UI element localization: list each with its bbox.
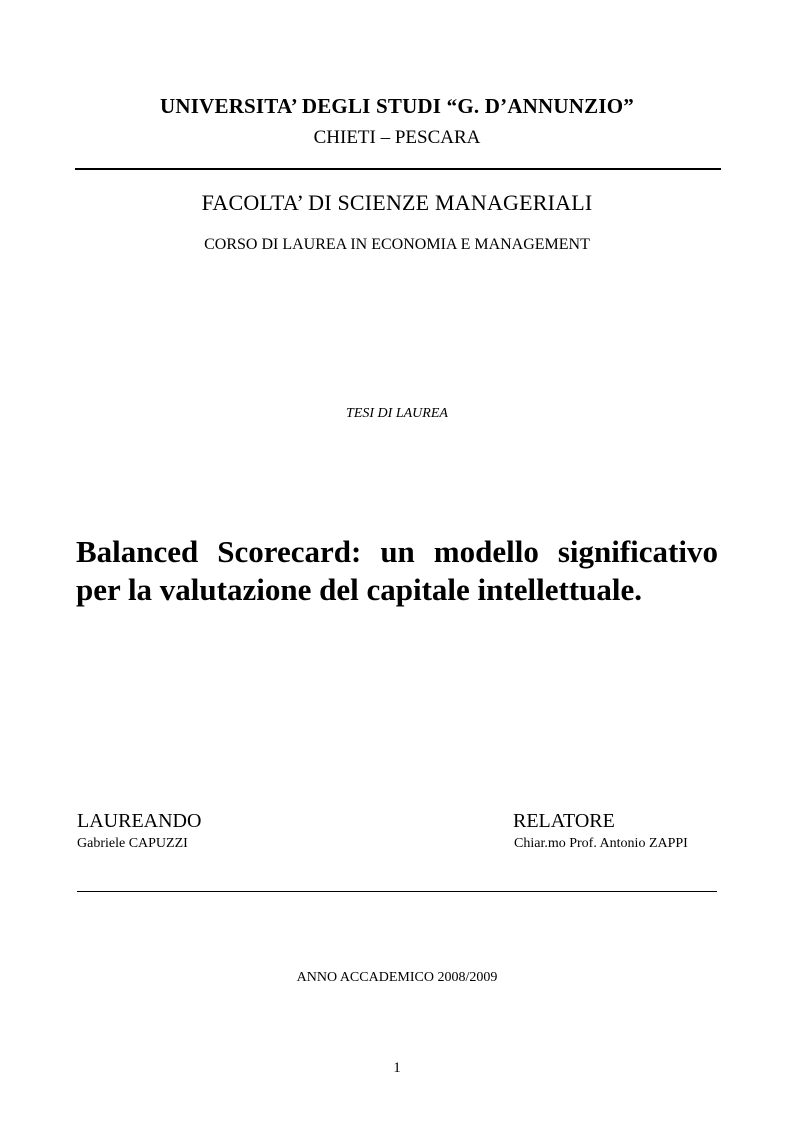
signature-divider [77, 891, 717, 892]
faculty-name: FACOLTA’ DI SCIENZE MANAGERIALI [201, 190, 593, 215]
supervisor-label: RELATORE [513, 810, 615, 832]
supervisor-name: Chiar.mo Prof. Antonio ZAPPI [514, 836, 688, 851]
course-name: CORSO DI LAUREA IN ECONOMIA E MANAGEMENT [204, 236, 590, 253]
header-divider [75, 168, 721, 170]
university-name: UNIVERSITA’ DEGLI STUDI “G. D’ANNUNZIO” [160, 94, 634, 118]
page-number: 1 [393, 1060, 401, 1076]
thesis-type: TESI DI LAUREA [346, 406, 448, 421]
candidate-name: Gabriele CAPUZZI [77, 836, 188, 851]
thesis-title: Balanced Scorecard: un modello significativo per la valutazione del capitale intellettuale. [76, 534, 718, 607]
candidate-label: LAUREANDO [77, 810, 202, 832]
university-city: CHIETI – PESCARA [313, 127, 481, 148]
academic-year: ANNO ACCADEMICO 2008/2009 [296, 970, 498, 985]
